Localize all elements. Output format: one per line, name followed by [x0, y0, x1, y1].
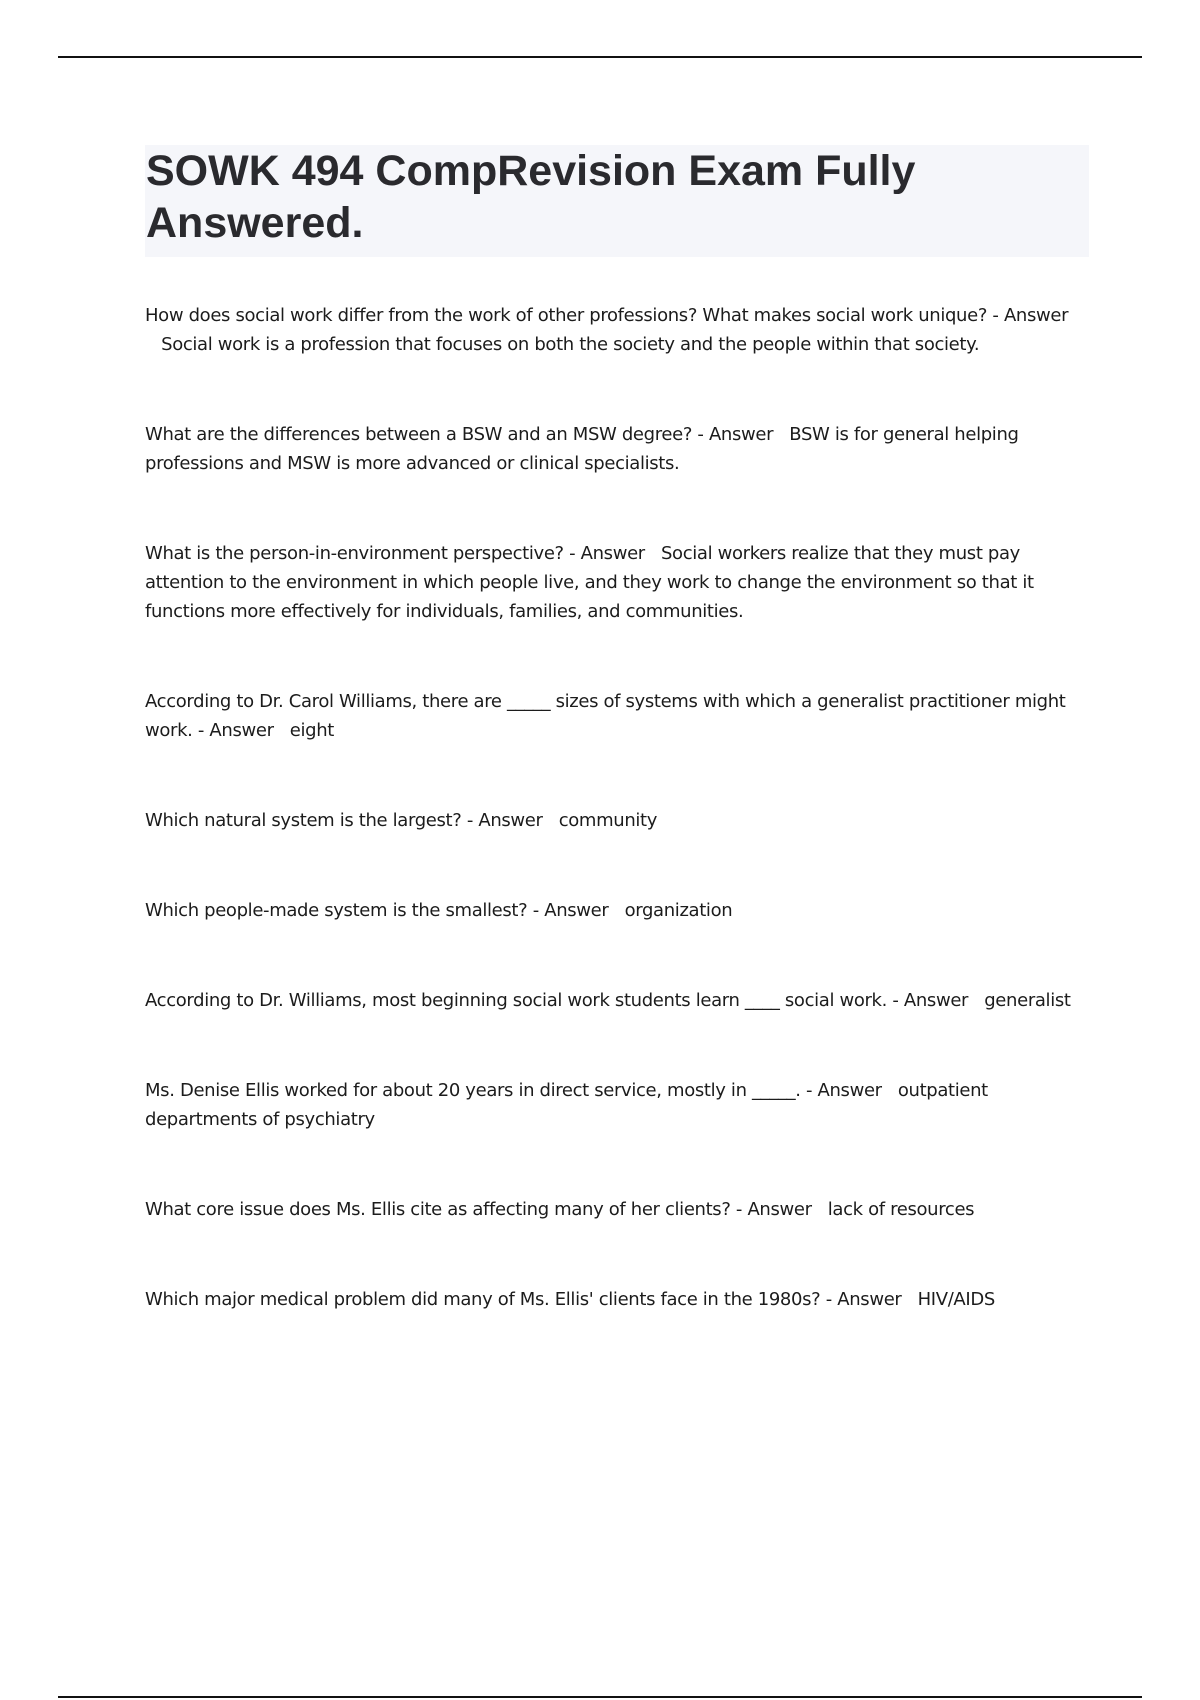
top-rule	[58, 56, 1142, 58]
qa-item	[145, 896, 1095, 925]
answer-label: - Answer	[697, 424, 774, 445]
qa-item	[145, 806, 1095, 835]
question-text: What are the differences between a BSW and an MSW degree?	[145, 424, 693, 445]
answer-label: - Answer	[735, 1199, 812, 1220]
question-text: Which natural system is the largest?	[145, 810, 462, 831]
answer-label: - Answer	[892, 990, 969, 1011]
answer-text: lack of resources	[827, 1199, 975, 1220]
qa-item	[145, 1076, 1095, 1134]
answer-label: - Answer	[466, 810, 543, 831]
question-text: Ms. Denise Ellis worked for about 20 years in direct service, mostly in _____.	[145, 1080, 801, 1101]
answer-text: eight	[289, 720, 334, 741]
answer-label: - Answer	[532, 900, 609, 921]
question-text: Which major medical problem did many of Ms. Ellis' clients face in the 1980s?	[145, 1289, 821, 1310]
question-text: According to Dr. Carol Williams, there are _____ sizes of systems with which a generalist practitioner might work.	[145, 691, 1066, 741]
question-text: What is the person-in-environment perspective?	[145, 543, 564, 564]
qa-item	[145, 539, 1095, 626]
answer-text: Social work is a profession that focuses on both the society and the people within that society.	[161, 334, 980, 355]
question-text: Which people-made system is the smallest?	[145, 900, 528, 921]
answer-text: HIV/AIDS	[917, 1289, 995, 1310]
qa-item	[145, 301, 1095, 359]
qa-list	[145, 301, 1095, 1314]
question-text: According to Dr. Williams, most beginning social work students learn ____ social work.	[145, 990, 888, 1011]
qa-item	[145, 420, 1095, 478]
qa-item	[145, 687, 1095, 745]
qa-item	[145, 986, 1095, 1015]
answer-text: organization	[624, 900, 733, 921]
answer-text: BSW is for general helping professions and MSW is more advanced or clinical specialists.	[145, 424, 1019, 474]
question-text: How does social work differ from the work of other professions? What makes social work unique?	[145, 305, 988, 326]
answer-label: - Answer	[197, 720, 274, 741]
page-title: SOWK 494 CompRevision Exam Fully Answered.	[146, 147, 916, 247]
answer-text: generalist	[984, 990, 1071, 1011]
answer-text: Social workers realize that they must pay attention to the environment in which people live, and they work to change the environment so that it functions more effectively for individuals, families, and communities.	[145, 543, 1034, 622]
question-text: What core issue does Ms. Ellis cite as affecting many of her clients?	[145, 1199, 731, 1220]
title-box	[145, 145, 1089, 257]
answer-text: outpatient departments of psychiatry	[145, 1080, 988, 1130]
qa-item	[145, 1195, 1095, 1224]
answer-label: - Answer	[992, 305, 1069, 326]
qa-item	[145, 1285, 1095, 1314]
answer-label: - Answer	[825, 1289, 902, 1310]
answer-label: - Answer	[569, 543, 645, 564]
answer-label: - Answer	[806, 1080, 882, 1101]
bottom-rule	[58, 1696, 1142, 1698]
answer-text: community	[558, 810, 658, 831]
